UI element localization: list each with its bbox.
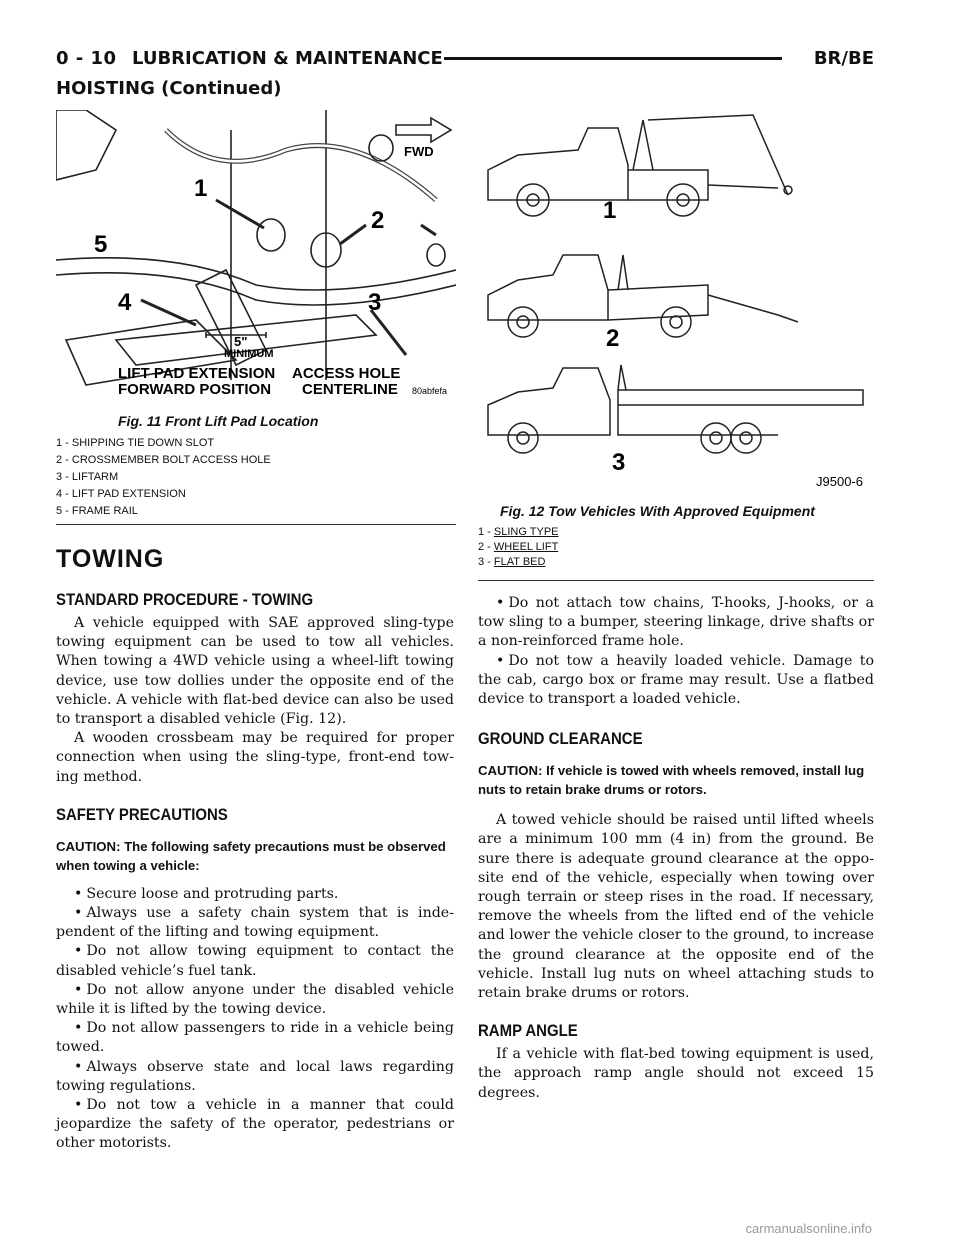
legend-item: 1 - SHIPPING TIE DOWN SLOT	[56, 437, 215, 449]
tow-callout-1: 1	[603, 197, 617, 224]
model-code: BR/BE	[813, 48, 874, 69]
access-hole-label-1: ACCESS HOLE	[292, 365, 401, 382]
tow-callout-2: 2	[606, 325, 620, 352]
page-number: 0 - 10	[56, 48, 117, 69]
list-item: • Do not tow a heavily loaded vehicle. Damage to the cab, cargo box or frame may result. Use a flatbed device to transport a loaded vehicle.	[478, 652, 874, 710]
safety-precautions-heading: SAFETY PRECAUTIONS	[56, 804, 228, 824]
fig12-rule	[478, 580, 874, 581]
fig11-code: 80abfefa	[412, 386, 448, 396]
caution-note: CAUTION: The following safety precautions must be observed when towing a vehicle:	[56, 838, 446, 873]
paragraph: A towed vehicle should be raised until lifted wheels are a minimum 100 mm (4 in) from the ground. Be sure there is adequate ground clearance at the oppo-site end of the vehicle, especially when towing over rough terrain or steep rises in the road. If necessary, remove the wheels from the lifted end of the vehicle and lower the vehicle closer to the ground, to increase the ground clearance at the opposite end of the vehicle. Install lug nuts on wheel attaching studs to retain brake drums or rotors.	[478, 812, 874, 1002]
lift-pad-label-2: FORWARD POSITION	[118, 381, 272, 398]
legend-item: 5 - FRAME RAIL	[56, 505, 138, 517]
header-rule	[444, 57, 782, 60]
page-header	[56, 46, 874, 74]
fig12-caption-block	[478, 503, 874, 570]
paragraph: If a vehicle with flat-bed towing equipment is used, the approach ramp angle should not exceed 15 degrees.	[478, 1046, 874, 1101]
access-hole-label-2: CENTERLINE	[302, 381, 398, 398]
callout-2: 2	[371, 207, 385, 234]
callout-1: 1	[194, 175, 208, 202]
left-column	[56, 545, 454, 1154]
minimum-value: 5"	[234, 334, 248, 349]
continued-heading: HOISTING (Continued)	[56, 78, 282, 99]
fig11-caption-block	[56, 413, 456, 520]
list-item: • Always observe state and local laws regarding towing regulations.	[56, 1058, 454, 1096]
list-item: • Do not allow anyone under the disabled vehicle while it is lifted by the towing device.	[56, 981, 454, 1019]
paragraph: A wooden crossbeam may be required for proper connection when using the sling-type, front-end tow-ing method.	[56, 730, 454, 785]
callout-5: 5	[94, 231, 108, 258]
figure-12	[478, 110, 874, 495]
list-item: • Always use a safety chain system that is inde-pendent of the lifting and towing equipment.	[56, 904, 454, 942]
callout-4: 4	[118, 289, 132, 316]
callout-3: 3	[368, 289, 382, 316]
legend-item: 3 - LIFTARM	[56, 471, 119, 483]
fig11-legend	[56, 435, 456, 520]
list-item: • Do not allow passengers to ride in a vehicle being towed.	[56, 1019, 454, 1057]
fig12-legend	[478, 525, 874, 570]
figure-11	[56, 110, 456, 400]
fig11-rule	[56, 524, 456, 525]
list-item: • Do not attach tow chains, T-hooks, J-hooks, or a tow sling to a bumper, steering linkage, drive shafts or a non-reinforced frame hole.	[478, 594, 874, 652]
tow-vehicles-illustration	[478, 110, 874, 495]
legend-item: 1 - SLING TYPE	[478, 526, 559, 538]
ramp-angle-heading: RAMP ANGLE	[478, 1021, 578, 1041]
fig12-code: J9500-6	[816, 474, 863, 489]
front-lift-pad-illustration	[56, 110, 456, 400]
right-column	[478, 594, 874, 1103]
legend-item: 2 - CROSSMEMBER BOLT ACCESS HOLE	[56, 454, 271, 466]
list-item: • Secure loose and protruding parts.	[56, 885, 454, 904]
section-title: LUBRICATION & MAINTENANCE	[132, 48, 443, 69]
safety-bullet-list	[56, 885, 454, 1154]
lift-pad-label-1: LIFT PAD EXTENSION	[118, 365, 276, 382]
legend-item: 2 - WHEEL LIFT	[478, 541, 559, 553]
list-item: • Do not allow towing equipment to contact the disabled vehicle’s fuel tank.	[56, 942, 454, 980]
fwd-label: FWD	[404, 144, 434, 159]
standard-procedure-heading: STANDARD PROCEDURE - TOWING	[56, 590, 314, 609]
caution-note: CAUTION: If vehicle is towed with wheels removed, install lug nuts to retain brake drums or rotors.	[478, 763, 865, 798]
legend-item: 4 - LIFT PAD EXTENSION	[56, 488, 186, 500]
towing-heading: TOWING	[56, 545, 165, 573]
minimum-label: MINIMUM	[224, 348, 274, 360]
watermark: carmanualsonline.info	[745, 1221, 872, 1236]
fig12-caption: Fig. 12 Tow Vehicles With Approved Equipment	[500, 503, 815, 519]
legend-item: 3 - FLAT BED	[478, 556, 546, 568]
ground-clearance-heading: GROUND CLEARANCE	[478, 729, 643, 749]
fig11-caption: Fig. 11 Front Lift Pad Location	[118, 413, 319, 429]
paragraph: A vehicle equipped with SAE approved sling-type towing equipment can be used to tow all vehicles. When towing a 4WD vehicle using a wheel-lift towing device, use tow dollies under the opposite end of the vehicle. A vehicle with flat-bed device can also be used to transport a disabled vehicle (Fig. 12).	[56, 615, 454, 728]
tow-callout-3: 3	[612, 449, 626, 476]
list-item: • Do not tow a vehicle in a manner that could jeopardize the safety of the operator, pedestrians or other motorists.	[56, 1096, 454, 1154]
